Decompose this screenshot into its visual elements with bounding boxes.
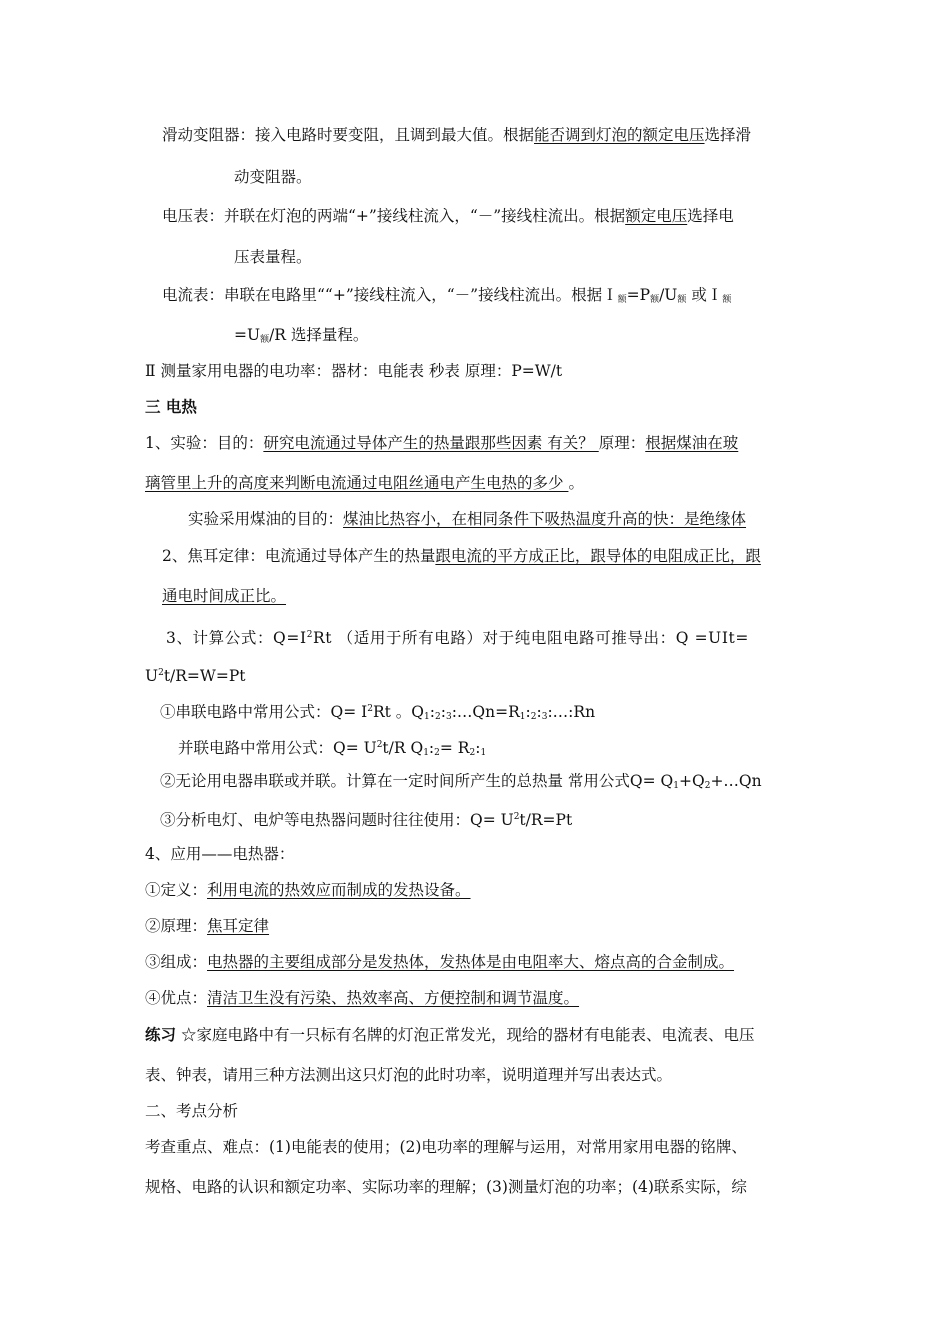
paragraph-voltmeter-cont: 压表量程。 bbox=[234, 248, 312, 266]
paragraph-total-heat: ②无论用电器串联或并联。计算在一定时间所产生的总热量 常用公式$Q= Q_1+Q_2+\dots Qn$ bbox=[160, 772, 762, 791]
paragraph-kerosene: 实验采用煤油的目的：煤油比热容小，在相同条件下吸热温度升高的快：是绝缘体 bbox=[188, 510, 747, 528]
paragraph-household: Ⅱ 测量家用电器的电功率：器材：电能表 秒表 原理：P=W/t bbox=[145, 362, 563, 380]
paragraph-rheostat-cont: 动变阻器。 bbox=[234, 168, 312, 186]
paragraph-experiment-cont: 璃管里上升的高度来判断电流通过电阻丝通电产生电热的多少 。 bbox=[145, 474, 584, 492]
paragraph-formula: 3、计算公式：$Q=I^2Rt$ （适用于所有电路）对于纯电阻电路可推导出：Q =UIt= bbox=[166, 629, 749, 647]
paragraph-rheostat: 滑动变阻器：接入电路时要变阻，且调到最大值。根据能否调到灯泡的额定电压选择滑 bbox=[162, 126, 752, 144]
paragraph-joule-law-cont: 通电时间成正比。 bbox=[162, 587, 287, 605]
paragraph-key-points-cont: 规格、电路的认识和额定功率、实际功率的理解；(3)测量灯泡的功率；(4)联系实际，综 bbox=[145, 1178, 747, 1196]
paragraph-parallel: 并联电路中常用公式：$Q= U^2t/R$ $Q_1:_2=$ $R_2:_1$ bbox=[178, 739, 487, 758]
paragraph-exercise-cont: 表、钟表，请用三种方法测出这只灯泡的此时功率，说明道理并写出表达式。 bbox=[145, 1066, 673, 1084]
paragraph-ammeter: 电流表：串联在电路里““+”接线柱流入，“－”接线柱流出。根据$I_额=P_额/U_额$ 或Ｉ$_额$ bbox=[162, 286, 732, 305]
paragraph-formula-cont: $U^2t/R=W=Pt$ bbox=[145, 667, 246, 685]
item-advantages: ④优点：清洁卫生没有污染、热效率高、方便控制和调节温度。 bbox=[145, 989, 580, 1007]
item-composition: ③组成：电热器的主要组成部分是发热体，发热体是由电阻率大、熔点高的合金制成。 bbox=[145, 953, 735, 971]
paragraph-key-points: 考查重点、难点：(1)电能表的使用；(2)电功率的理解与运用，对常用家用电器的铭牌、 bbox=[145, 1138, 747, 1156]
item-definition: ①定义：利用电流的热效应而制成的发热设备。 bbox=[145, 881, 471, 899]
paragraph-heaters: ③分析电灯、电炉等电热器问题时往往使用：$Q= U^2t/R=Pt$ bbox=[160, 811, 573, 829]
section-heading-electric-heat: 三 电热 bbox=[145, 398, 197, 416]
paragraph-ammeter-cont: $=U_额/R$ 选择量程。 bbox=[234, 326, 369, 345]
paragraph-joule-law: 2、焦耳定律：电流通过导体产生的热量跟电流的平方成正比，跟导体的电阻成正比，跟 bbox=[162, 547, 761, 565]
item-principle: ②原理：焦耳定律 bbox=[145, 917, 270, 935]
paragraph-experiment: 1、实验：目的：研究电流通过导体产生的热量跟那些因素 有关？ 原理：根据煤油在玻 bbox=[145, 434, 739, 452]
section-heading-analysis: 二、考点分析 bbox=[145, 1102, 239, 1120]
paragraph-exercise: 练习 ☆家庭电路中有一只标有名牌的灯泡正常发光，现给的器材有电能表、电流表、电压 bbox=[145, 1026, 755, 1044]
paragraph-application: 4、应用——电热器： bbox=[145, 845, 295, 863]
paragraph-voltmeter: 电压表：并联在灯泡的两端“+”接线柱流入，“－”接线柱流出。根据额定电压选择电 bbox=[162, 207, 734, 225]
paragraph-series: ①串联电路中常用公式：$Q= I^2Rt$ 。$Q_1:_2:_3:\dots Qn=R_1:_2:_3:\dots:Rn$ bbox=[160, 703, 596, 722]
